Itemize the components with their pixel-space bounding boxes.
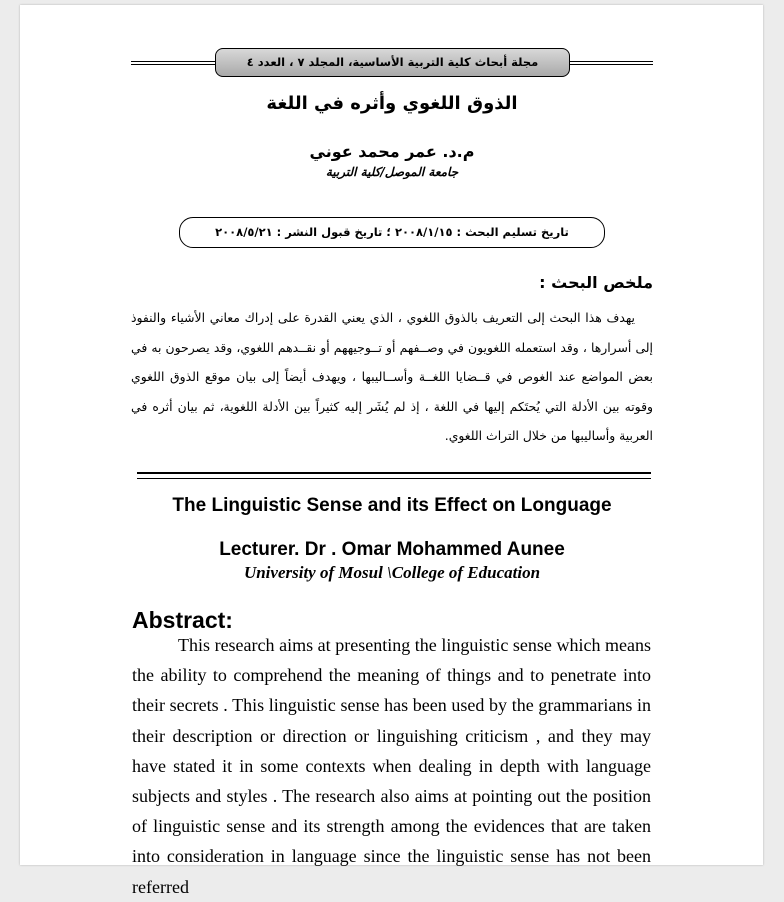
english-abstract [132, 630, 651, 902]
english-affiliation: University of Mosul \College of Education [243, 563, 541, 582]
arabic-abstract [131, 303, 653, 451]
arabic-title: الذوق اللغوي وأثره في اللغة [266, 93, 518, 114]
section-divider-thick [137, 472, 651, 474]
english-abstract-heading: Abstract: [132, 607, 233, 633]
submission-dates: تاريخ تسليم البحث : ٢٠٠٨/١/١٥ ؛ تاريخ قبول النشر : ٢٠٠٨/٥/٢١ [179, 217, 605, 248]
english-abstract-text: This research aims at presenting the linguistic sense which means the ability to comprehend the meaning of things and to penetrate into their secrets . This linguistic sense has been used by the grammarians in their description or direction or linguishing criticism , and they may have stated it in some contexts when dealing in depth with language subjects and styles . The research also aims at pointing out the position of linguistic sense and its strength among the evidences that are taken into consideration in language since the linguistic sense has not been referred [132, 635, 651, 897]
section-divider-thin [137, 478, 651, 479]
english-title: The Linguistic Sense and its Effect on Longuage [172, 495, 612, 516]
paper-page [20, 5, 763, 897]
arabic-abstract-text: يهدف هذا البحث إلى التعريف بالذوق اللغوي ، الذي يعني القدرة على إدراك معاني الأشياء والنفوذ إلى أسرارها ، وقد استعمله اللغويون في وصــفهم أو تــوجيههم أو نقــدهم اللغوي، وقد يصرحون به في بعض المواضع عند الغوص في قــضايا اللغــة وأســاليبها ، ويهدف أيضاً إلى بيان موقع الذوق اللغوي وقوته بين الأدلة التي يُحتَكم إليها في اللغة ، إذ لم يُشَر إليه كثيراً بين الأدلة اللغوية، ثم بيان أثره في العربية وأساليبها من خلال التراث اللغوي. [131, 310, 653, 443]
journal-header: مجلة أبحاث كلية التربية الأساسية، المجلد ٧ ، العدد ٤ [215, 48, 570, 77]
arabic-author: م.د. عمر محمد عوني [309, 142, 475, 161]
english-author: Lecturer. Dr . Omar Mohammed Aunee [219, 539, 565, 560]
arabic-affiliation: جامعة الموصل/كلية التربية [325, 165, 459, 179]
arabic-abstract-heading: ملخص البحث : [539, 273, 653, 292]
